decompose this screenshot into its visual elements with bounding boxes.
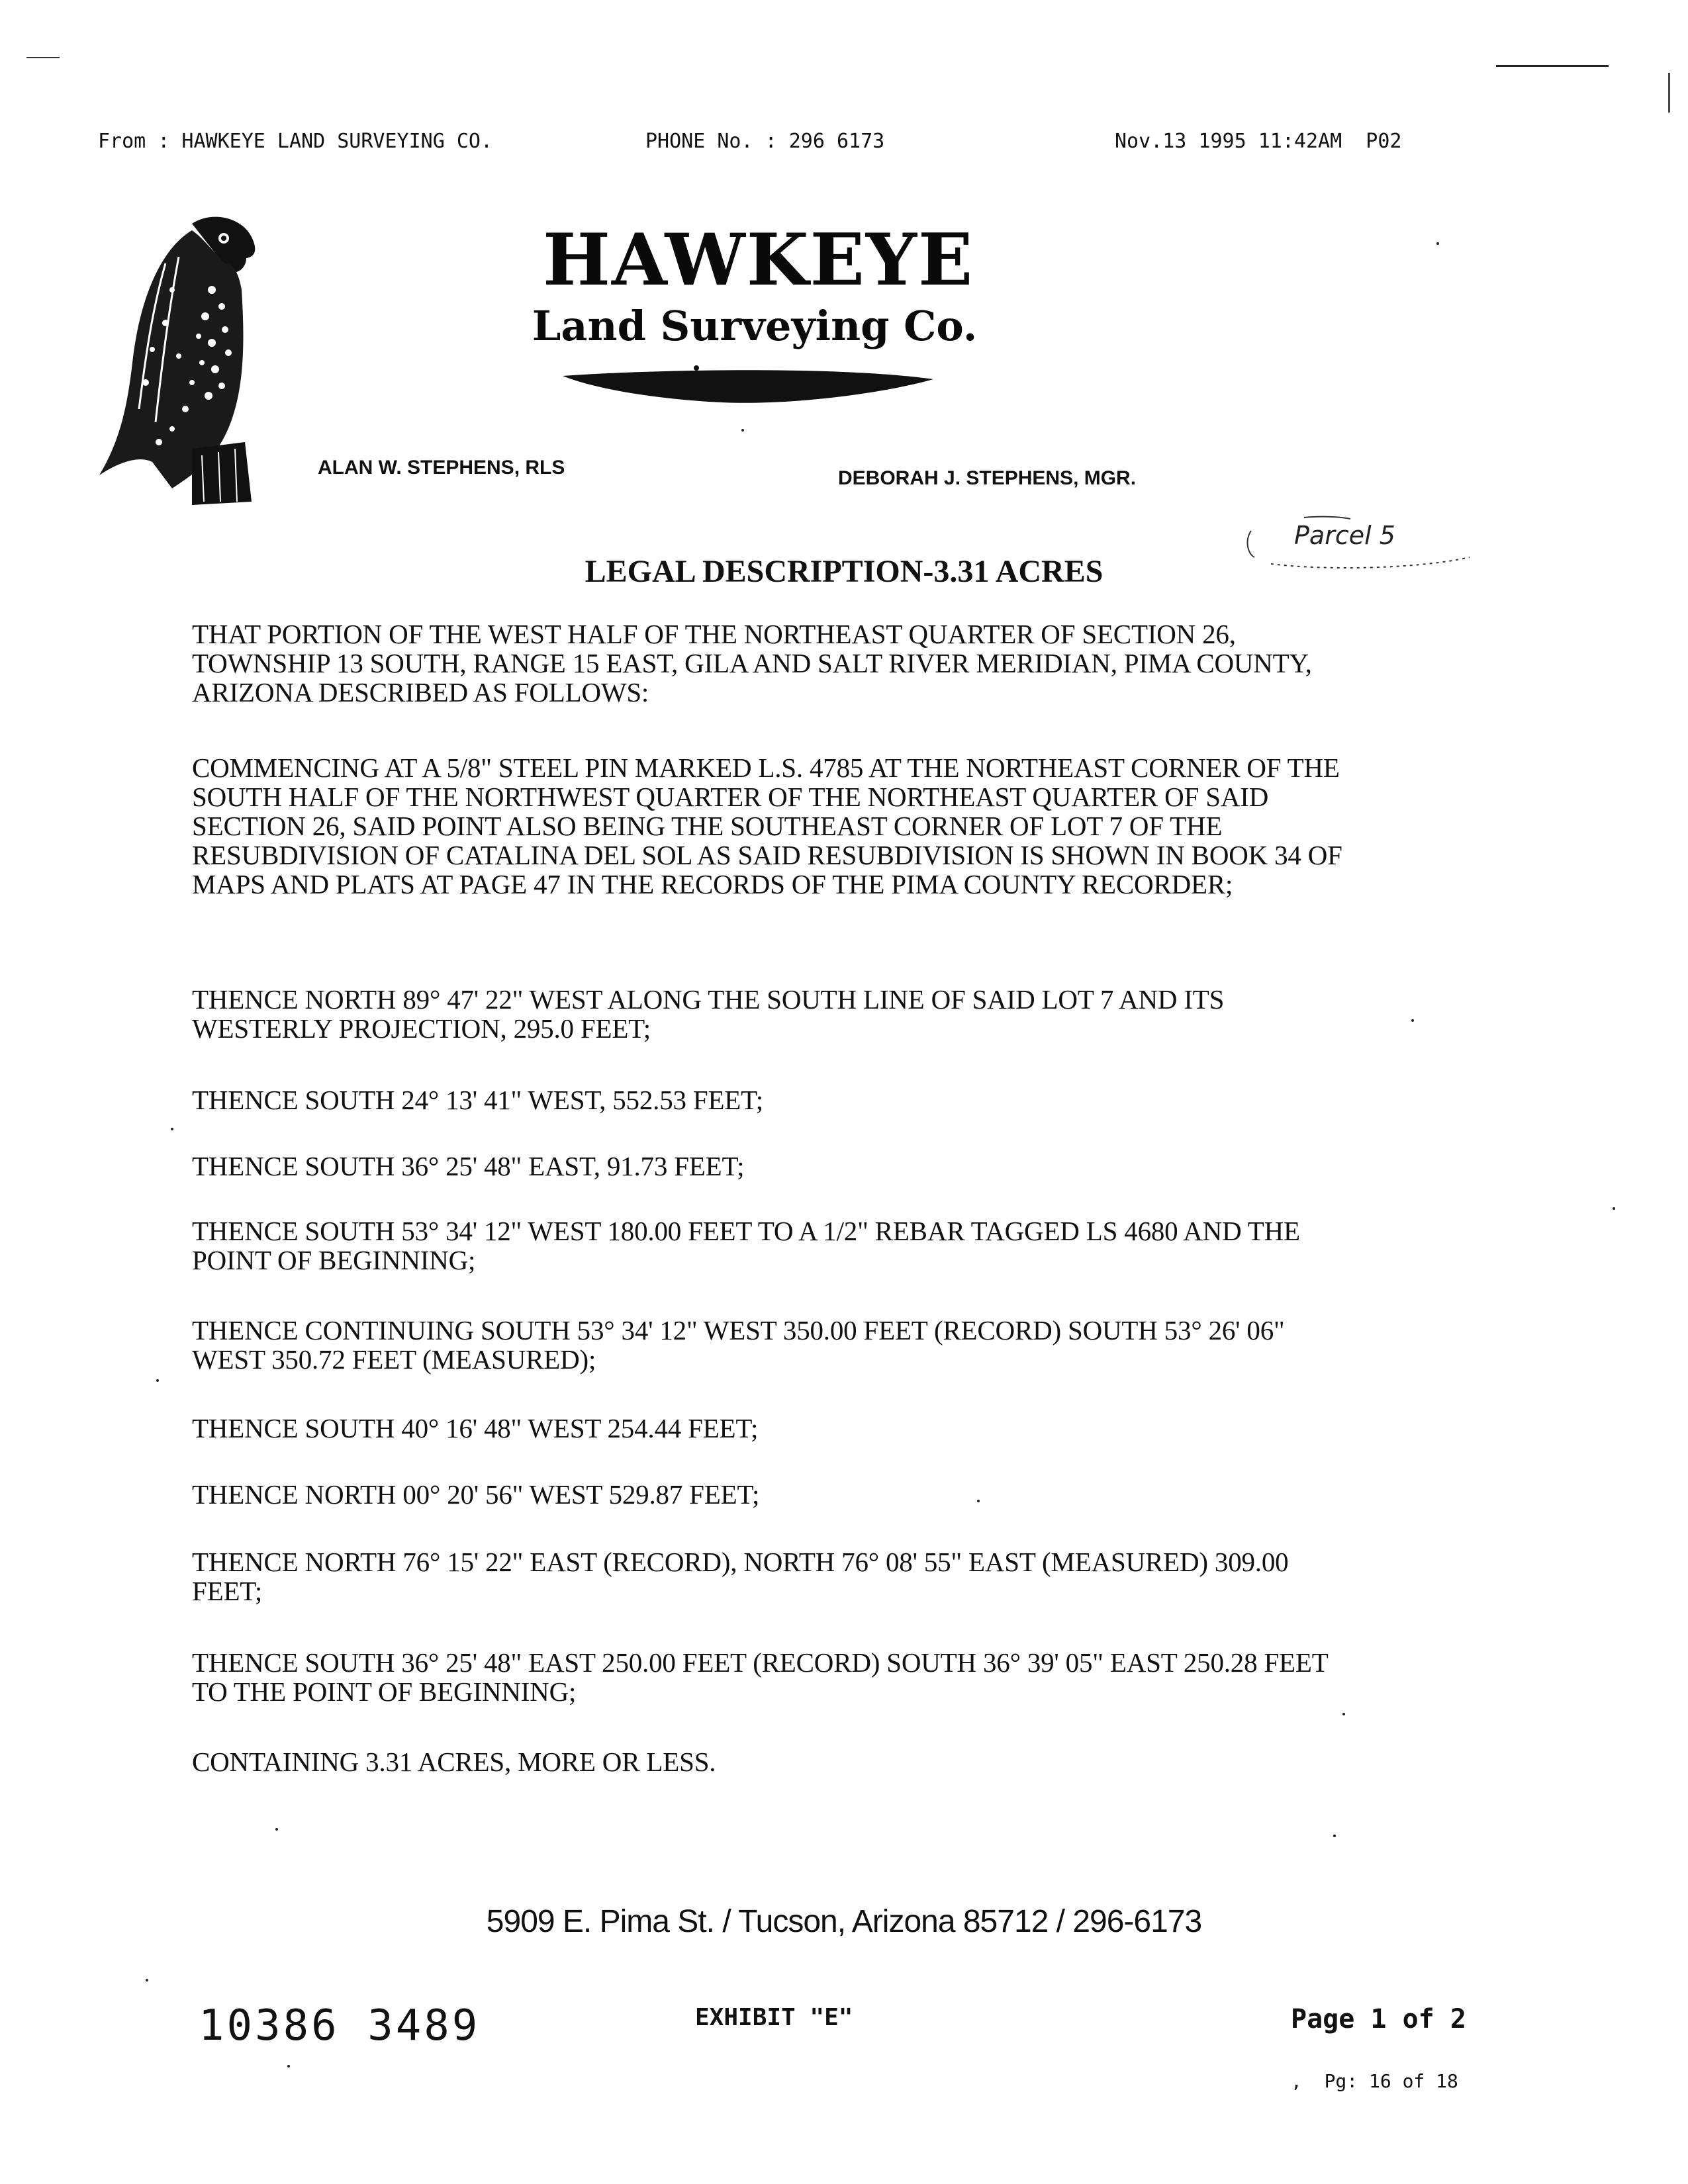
paragraph-course-4: THENCE SOUTH 53° 34' 12" WEST 180.00 FEET TO A 1/2" REBAR TAGGED LS 4680 AND THE POINT OF BEGINNING; — [192, 1216, 1300, 1275]
scan-speck — [287, 2065, 290, 2068]
fax-mark-line — [1496, 65, 1609, 67]
exhibit-label: EXHIBIT "E" — [695, 2004, 853, 2031]
company-name: HAWKEYE — [543, 218, 974, 302]
scan-speck — [1613, 1207, 1615, 1210]
scan-speck — [1436, 242, 1439, 245]
pg-count: , Pg: 16 of 18 — [1291, 2070, 1458, 2092]
paragraph-containing: CONTAINING 3.31 ACRES, MORE OR LESS. — [192, 1747, 716, 1777]
fax-phone: PHONE No. : 296 6173 — [645, 130, 885, 153]
paragraph-intro: THAT PORTION OF THE WEST HALF OF THE NORTHEAST QUARTER OF SECTION 26, TOWNSHIP 13 SOUTH, RANGE 15 EAST, GILA AND SALT RIVER MERIDIAN, PIMA COUNTY, ARIZONA DESCRIBED AS FOLLOWS: — [192, 619, 1312, 707]
paragraph-course-3: THENCE SOUTH 36° 25' 48" EAST, 91.73 FEET; — [192, 1151, 745, 1181]
fax-mark-line — [26, 57, 60, 58]
company-subtitle: Land Surveying Co. — [532, 302, 978, 350]
scan-speck — [156, 1379, 159, 1382]
paragraph-course-8: THENCE NORTH 76° 15' 22" EAST (RECORD), NORTH 76° 08' 55" EAST (MEASURED) 309.00 FEET; — [192, 1547, 1289, 1606]
paragraph-course-6: THENCE SOUTH 40° 16' 48" WEST 254.44 FEET; — [192, 1413, 759, 1443]
fax-from: From : HAWKEYE LAND SURVEYING CO. — [98, 130, 493, 153]
scan-speck — [1333, 1835, 1336, 1837]
swoosh-decoration — [556, 363, 940, 409]
paragraph-course-9: THENCE SOUTH 36° 25' 48" EAST 250.00 FEET (RECORD) SOUTH 36° 39' 05" EAST 250.28 FEET TO THE POINT OF BEGINNING; — [192, 1647, 1328, 1707]
recording-stamp-numbers: 10386 3489 — [199, 2001, 481, 2050]
person-left: ALAN W. STEPHENS, RLS — [318, 457, 565, 478]
paragraph-course-5: THENCE CONTINUING SOUTH 53° 34' 12" WEST 350.00 FEET (RECORD) SOUTH 53° 26' 06" WEST 350.72 FEET (MEASURED); — [192, 1315, 1285, 1375]
scan-speck — [146, 1979, 148, 1981]
scan-speck — [741, 429, 744, 432]
fax-datetime: Nov.13 1995 11:42AM P02 — [1115, 130, 1402, 153]
paragraph-course-1: THENCE NORTH 89° 47' 22" WEST ALONG THE SOUTH LINE OF SAID LOT 7 AND ITS WESTERLY PROJECTION, 295.0 FEET; — [192, 984, 1225, 1044]
paragraph-course-7: THENCE NORTH 00° 20' 56" WEST 529.87 FEET; — [192, 1479, 760, 1510]
footer-address: 5909 E. Pima St. / Tucson, Arizona 85712 / 296-6173 — [486, 1904, 1202, 1939]
fax-mark-line — [1668, 73, 1670, 113]
hawk-icon — [93, 210, 278, 508]
handwritten-note-text: Parcel 5 — [1294, 521, 1395, 550]
scan-speck — [1342, 1713, 1345, 1715]
person-right: DEBORAH J. STEPHENS, MGR. — [838, 467, 1137, 489]
scan-speck — [275, 1828, 278, 1831]
scan-speck — [171, 1128, 173, 1130]
scan-speck — [977, 1500, 980, 1502]
document-title: LEGAL DESCRIPTION-3.31 ACRES — [585, 554, 1103, 589]
scan-speck — [1411, 1019, 1414, 1022]
paragraph-course-2: THENCE SOUTH 24° 13' 41" WEST, 552.53 FEET; — [192, 1085, 763, 1115]
paragraph-commencing: COMMENCING AT A 5/8" STEEL PIN MARKED L.S. 4785 AT THE NORTHEAST CORNER OF THE SOUTH HALF OF THE NORTHWEST QUARTER OF THE NORTHEAST QUARTER OF SAID SECTION 26, SAID POINT ALSO BEING THE SOUTHEAST CORNER OF LOT 7 OF THE RESUBDIVISION OF CATALINA DEL SOL AS SAID RESUBDIVISION IS SHOWN IN BOOK 34 OF MAPS AND PLATS AT PAGE 47 IN THE RECORDS OF THE PIMA COUNTY RECORDER; — [192, 752, 1342, 899]
page-number: Page 1 of 2 — [1291, 2004, 1466, 2034]
